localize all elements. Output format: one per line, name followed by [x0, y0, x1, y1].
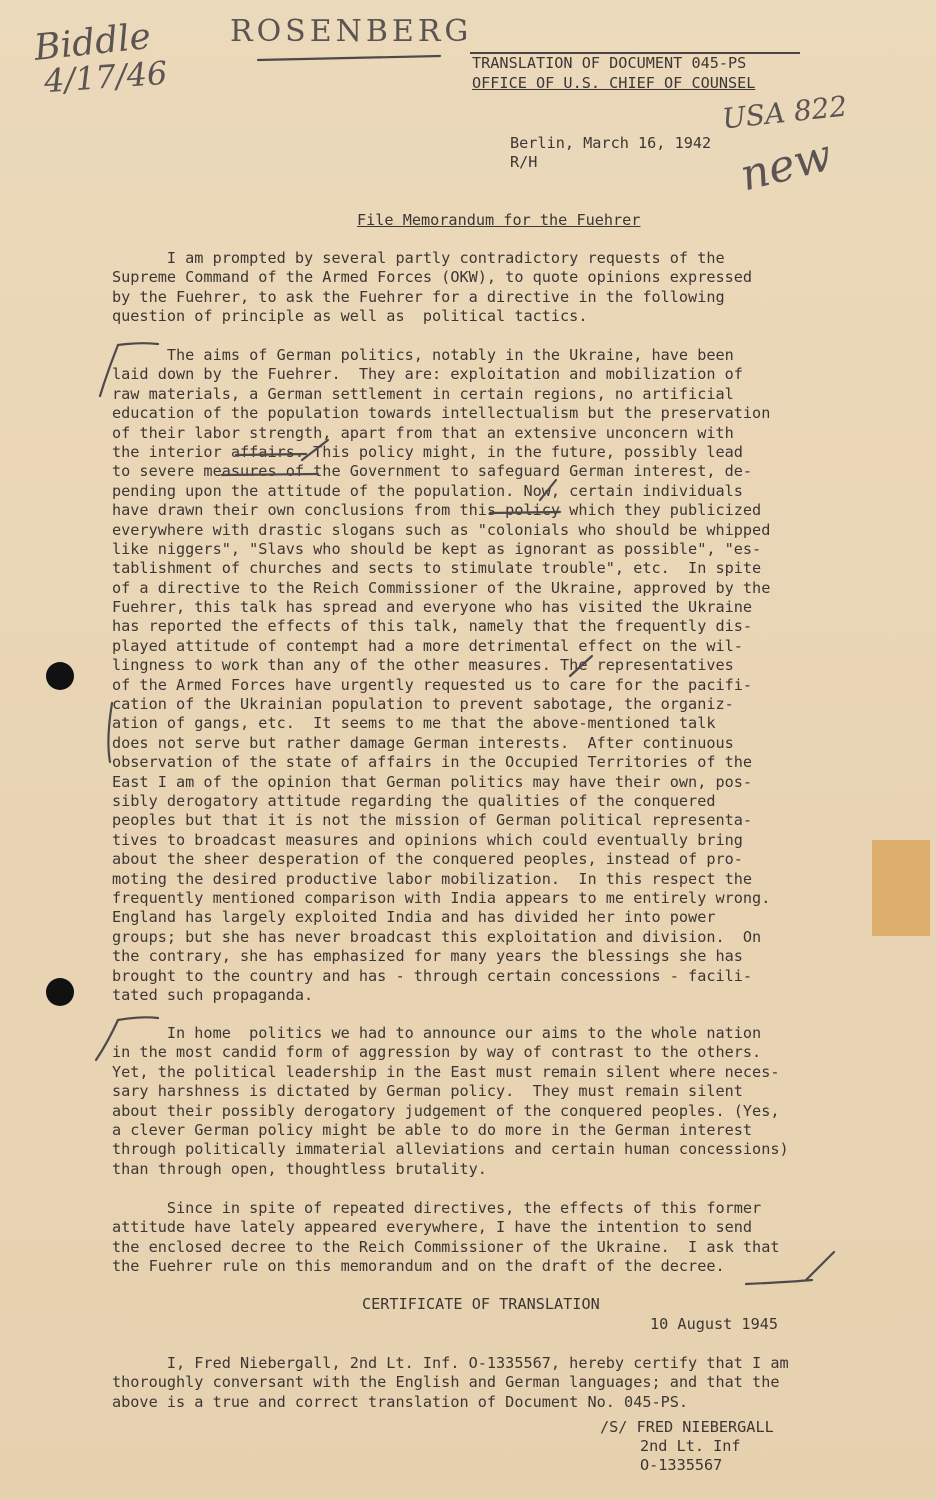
text-line: cation of the Ukrainian population to prevent sabotage, the organiz- — [112, 695, 734, 714]
text-line: education of the population towards intellectualism but the preservation — [112, 404, 771, 423]
text-line: question of principle as well as political tactics. — [112, 307, 588, 326]
header-line-1: TRANSLATION OF DOCUMENT 045-PS — [472, 54, 747, 72]
dateline-reference: R/H — [510, 153, 538, 171]
text-line: does not serve but rather damage German interests. After continuous — [112, 733, 734, 752]
closing-mark — [746, 1280, 812, 1284]
text-line: of their labor strength, apart from that an extensive unconcern with — [112, 423, 734, 442]
text-line: England has largely exploited India and has divided her into power — [112, 908, 716, 927]
text-line: sibly derogatory attitude regarding the qualities of the conquered — [112, 791, 716, 810]
text-line: tablishment of churches and sects to stimulate trouble", etc. In spite — [112, 559, 762, 578]
text-line: East I am of the opinion that German politics may have their own, pos- — [112, 772, 753, 791]
underline-mark — [258, 56, 440, 60]
text-line: by the Fuehrer, to ask the Fuehrer for a directive in the following — [112, 287, 725, 306]
text-line: attitude have lately appeared everywhere, I have the intention to send — [112, 1218, 753, 1237]
handwritten-name-rosenberg: ROSENBERG — [230, 14, 473, 49]
text-line: brought to the country and has - through certain concessions - facili- — [112, 966, 753, 985]
text-line: moting the desired productive labor mobilization. In this respect the — [112, 869, 753, 888]
text-line: laid down by the Fuehrer. They are: exploitation and mobilization of — [112, 365, 743, 384]
handwritten-exhibit-number: USA 822 — [720, 89, 849, 136]
dateline-place-date: Berlin, March 16, 1942 — [510, 134, 712, 152]
text-line: through politically immaterial alleviations and certain human concessions) — [112, 1140, 789, 1159]
text-line: I am prompted by several partly contradictory requests of the — [112, 249, 725, 267]
text-line: the Fuehrer rule on this memorandum and on the draft of the decree. — [112, 1257, 725, 1276]
text-line: about their possibly derogatory judgement of the conquered peoples. (Yes, — [112, 1101, 780, 1120]
text-line: sary harshness is dictated by German policy. They must remain silent — [112, 1082, 743, 1101]
tick-mark — [570, 656, 592, 676]
handwritten-note-biddle: Biddle — [32, 16, 153, 69]
text-line: pending upon the attitude of the population. Now, certain individuals — [112, 481, 743, 500]
text-line: Since in spite of repeated directives, the effects of this former — [112, 1199, 762, 1217]
text-line: The aims of German politics, notably in the Ukraine, have been — [112, 346, 734, 364]
text-line: Supreme Command of the Armed Forces (OKW), to quote opinions expressed — [112, 268, 753, 287]
text-line: of a directive to the Reich Commissioner of the Ukraine, approved by the — [112, 578, 771, 597]
text-line: of the Armed Forces have urgently requested us to care for the pacifi- — [112, 675, 753, 694]
text-line: peoples but that it is not the mission of German political representa- — [112, 811, 753, 830]
signature-name: /S/ FRED NIEBERGALL — [600, 1418, 774, 1436]
text-line: In home politics we had to announce our aims to the whole nation — [112, 1024, 762, 1042]
text-line: lingness to work than any of the other measures. The representatives — [112, 656, 734, 675]
text-line: Fuehrer, this talk has spread and everyone who has visited the Ukraine — [112, 598, 753, 617]
text-line: thoroughly conversant with the English and German languages; and that the — [112, 1373, 780, 1392]
text-line: I, Fred Niebergall, 2nd Lt. Inf. O-1335567, hereby certify that I am — [112, 1354, 789, 1372]
margin-mark — [108, 703, 112, 762]
text-line: a clever German policy might be able to do more in the German interest — [112, 1120, 753, 1139]
text-line: about the sheer desperation of the conquered peoples, instead of pro- — [112, 850, 743, 869]
header-line-2: OFFICE OF U.S. CHIEF OF COUNSEL — [472, 74, 756, 92]
text-line: the enclosed decree to the Reich Commissioner of the Ukraine. I ask that — [112, 1237, 780, 1256]
text-line: tated such propaganda. — [112, 985, 314, 1004]
text-line: ation of gangs, etc. It seems to me that the above-mentioned talk — [112, 714, 716, 733]
certificate-heading: CERTIFICATE OF TRANSLATION — [362, 1295, 600, 1313]
handwritten-initials: new — [735, 129, 837, 202]
text-line: played attitude of contempt had a more detrimental effect on the wil- — [112, 636, 743, 655]
signature-serial: O-1335567 — [640, 1456, 723, 1474]
certificate-date: 10 August 1945 — [650, 1315, 779, 1333]
text-line: the contrary, she has emphasized for many years the blessings she has — [112, 947, 743, 966]
text-line: frequently mentioned comparison with India appears to me entirely wrong. — [112, 888, 771, 907]
tick-mark — [302, 440, 328, 460]
bracket-mark — [100, 345, 118, 396]
text-line: raw materials, a German settlement in certain regions, no artificial — [112, 384, 734, 403]
text-line: to severe measures of the Government to safeguard German interest, de- — [112, 462, 753, 481]
signature-rank: 2nd Lt. Inf — [640, 1437, 741, 1455]
text-line: like niggers", "Slavs who should be kept as ignorant as possible", "es- — [112, 539, 762, 558]
text-line: has reported the effects of this talk, namely that the frequently dis- — [112, 617, 753, 636]
tick-mark — [540, 480, 556, 500]
text-line: Yet, the political leadership in the East must remain silent where neces- — [112, 1062, 780, 1081]
bracket-mark — [96, 1020, 118, 1060]
text-line: groups; but she has never broadcast this exploitation and division. On — [112, 927, 762, 946]
text-line: everywhere with drastic slogans such as "colonials who should be whipped — [112, 520, 771, 539]
text-line: than through open, thoughtless brutality. — [112, 1159, 487, 1178]
text-line: tives to broadcast measures and opinions which could eventually bring — [112, 830, 743, 849]
handwritten-note-date: 4/17/46 — [42, 53, 169, 101]
text-line: the interior affairs. This policy might, in the future, possibly lead — [112, 442, 743, 461]
text-line: in the most candid form of aggression by way of contrast to the others. — [112, 1043, 762, 1062]
text-line: have drawn their own conclusions from this policy which they publicized — [112, 501, 762, 520]
text-line: above is a true and correct translation of Document No. 045-PS. — [112, 1392, 689, 1411]
memo-title: File Memorandum for the Fuehrer — [357, 211, 641, 229]
text-line: observation of the state of affairs in the Occupied Territories of the — [112, 753, 753, 772]
